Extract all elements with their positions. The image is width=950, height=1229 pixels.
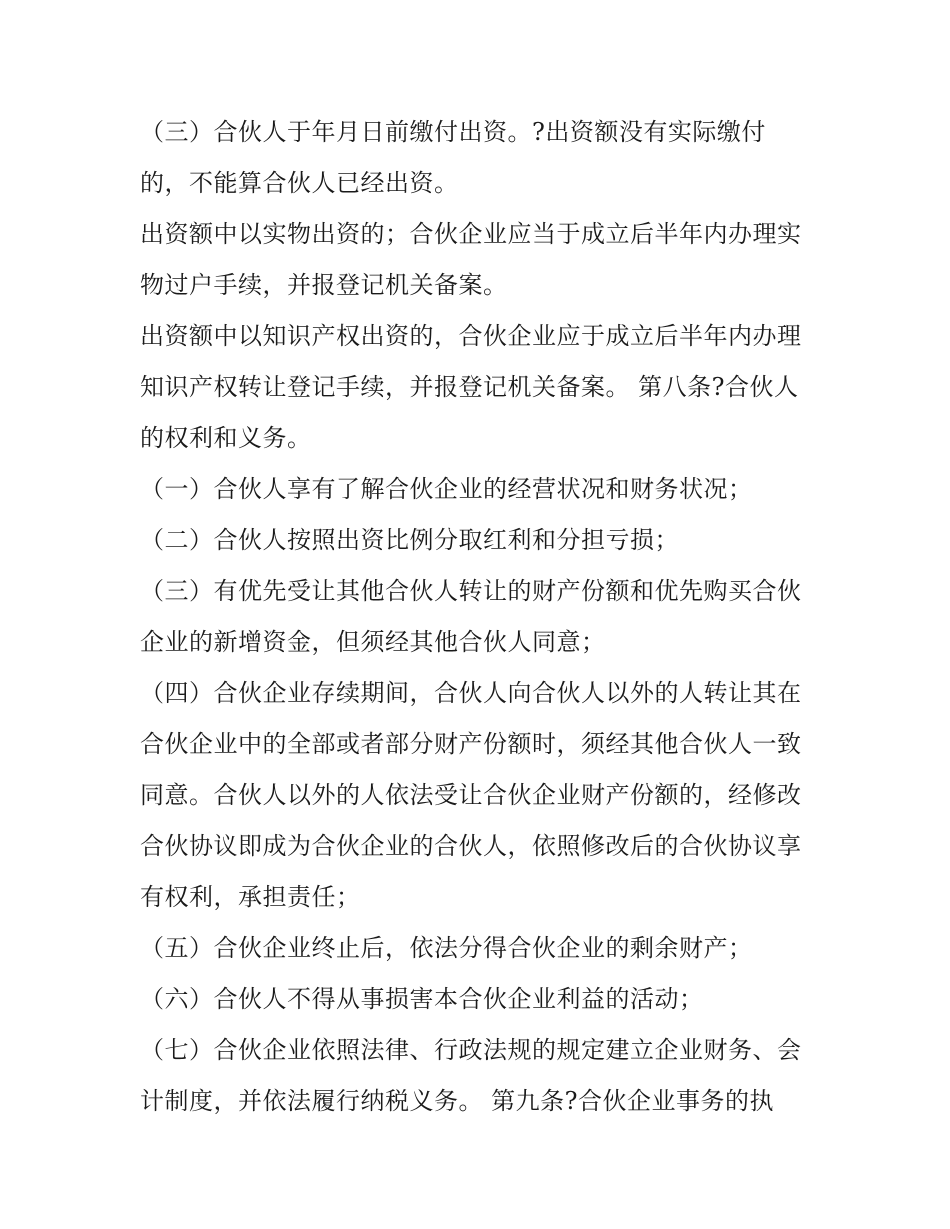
text-line: 出资额中以实物出资的；合伙企业应当于成立后半年内办理实 [140,220,802,248]
text-line: 有权利，承担责任； [140,883,361,911]
text-line: （六）合伙人不得从事损害本合伙企业利益的活动； [140,985,704,1013]
text-line: （三）合伙人于年月日前缴付出资。?出资额没有实际缴付 [140,118,766,146]
text-line: 出资额中以知识产权出资的，合伙企业应于成立后半年内办理 [140,322,802,350]
text-line: （五）合伙企业终止后，依法分得合伙企业的剩余财产； [140,934,753,962]
text-line: （一）合伙人享有了解合伙企业的经营状况和财务状况； [140,475,753,503]
text-line: 企业的新增资金，但须经其他合伙人同意； [140,628,606,656]
text-line: 知识产权转让登记手续，并报登记机关备案。 第八条?合伙人 [140,373,799,401]
text-line: 的，不能算合伙人已经出资。 [140,169,459,197]
text-line: 合伙协议即成为合伙企业的合伙人，依照修改后的合伙协议享 [140,832,802,860]
text-line: （二）合伙人按照出资比例分取红利和分担亏损； [140,526,679,554]
text-line: （七）合伙企业依照法律、行政法规的规定建立企业财务、会 [140,1036,802,1064]
text-line: 计制度，并依法履行纳税义务。 第九条?合伙企业事务的执 [140,1087,774,1115]
text-line: （三）有优先受让其他合伙人转让的财产份额和优先购买合伙 [140,577,802,605]
text-line: 的权利和义务。 [140,424,312,452]
text-line: 同意。合伙人以外的人依法受让合伙企业财产份额的，经修改 [140,781,802,809]
text-line: 物过户手续，并报登记机关备案。 [140,271,508,299]
text-line: （四）合伙企业存续期间，合伙人向合伙人以外的人转让其在 [140,679,802,707]
text-line: 合伙企业中的全部或者部分财产份额时，须经其他合伙人一致 [140,730,802,758]
document-body [140,108,840,1128]
